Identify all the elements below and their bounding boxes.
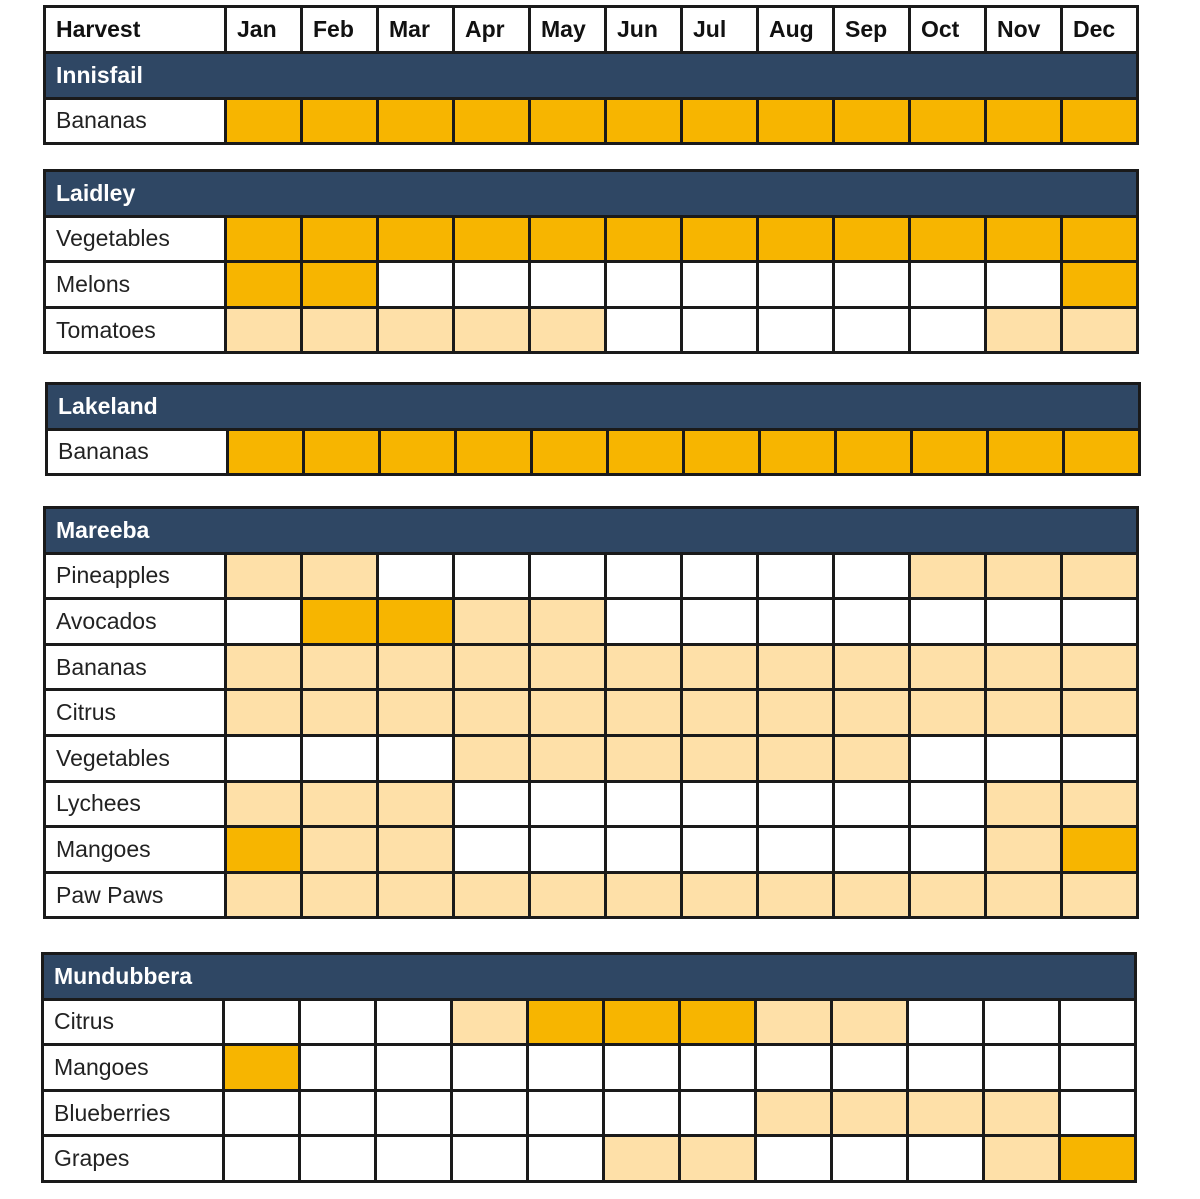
harvest-cell-jun <box>605 1092 678 1135</box>
harvest-cell-apr <box>455 737 528 780</box>
harvest-cell-may <box>531 783 604 826</box>
harvest-cell-may <box>531 691 604 734</box>
harvest-cell-may <box>531 263 604 306</box>
harvest-cell-aug <box>759 600 832 643</box>
harvest-cell-mar <box>379 218 452 261</box>
harvest-cell-may <box>531 100 604 143</box>
harvest-cell-nov <box>987 737 1060 780</box>
harvest-cell-feb <box>301 1001 374 1044</box>
harvest-cell-jan <box>227 309 300 352</box>
harvest-cell-feb <box>303 263 376 306</box>
crop-label: Mangoes <box>46 828 224 871</box>
harvest-cell-oct <box>911 600 984 643</box>
harvest-cell-dec <box>1063 737 1136 780</box>
harvest-cell-sep <box>833 1001 906 1044</box>
harvest-cell-jun <box>607 309 680 352</box>
harvest-cell-aug <box>759 218 832 261</box>
harvest-cell-may <box>531 646 604 689</box>
crop-label: Bananas <box>46 100 224 143</box>
crop-label: Vegetables <box>46 218 224 261</box>
harvest-cell-apr <box>453 1001 526 1044</box>
harvest-cell-mar <box>379 309 452 352</box>
harvest-cell-nov <box>987 828 1060 871</box>
harvest-cell-apr <box>455 263 528 306</box>
harvest-cell-mar <box>379 600 452 643</box>
harvest-cell-oct <box>911 874 984 917</box>
harvest-cell-nov <box>987 263 1060 306</box>
harvest-cell-feb <box>303 783 376 826</box>
crop-label: Tomatoes <box>46 309 224 352</box>
crop-label: Citrus <box>44 1001 222 1044</box>
harvest-cell-jun <box>607 691 680 734</box>
harvest-cell-dec <box>1063 100 1136 143</box>
harvest-cell-feb <box>303 828 376 871</box>
harvest-cell-dec <box>1063 309 1136 352</box>
harvest-cell-jan <box>227 783 300 826</box>
harvest-cell-may <box>529 1092 602 1135</box>
harvest-cell-feb <box>303 874 376 917</box>
harvest-cell-oct <box>911 691 984 734</box>
harvest-cell-feb <box>305 431 378 474</box>
harvest-cell-oct <box>911 646 984 689</box>
region-block-mundubbera <box>41 952 1137 1183</box>
harvest-cell-apr <box>455 874 528 917</box>
harvest-cell-may <box>531 555 604 598</box>
harvest-cell-aug <box>759 737 832 780</box>
harvest-cell-may <box>531 309 604 352</box>
harvest-cell-mar <box>379 737 452 780</box>
month-header-oct: Oct <box>911 8 984 51</box>
harvest-cell-nov <box>985 1046 1058 1089</box>
region-title: Lakeland <box>48 385 1138 428</box>
harvest-cell-aug <box>759 691 832 734</box>
harvest-cell-dec <box>1063 783 1136 826</box>
harvest-cell-jan <box>229 431 302 474</box>
harvest-cell-jan <box>227 874 300 917</box>
harvest-cell-apr <box>455 783 528 826</box>
harvest-cell-nov <box>987 691 1060 734</box>
crop-label: Avocados <box>46 600 224 643</box>
harvest-cell-oct <box>911 218 984 261</box>
harvest-cell-may <box>533 431 606 474</box>
region-block-lakeland <box>45 382 1141 476</box>
harvest-cell-jul <box>685 431 758 474</box>
harvest-column-header: Harvest <box>46 8 224 51</box>
harvest-cell-sep <box>835 555 908 598</box>
crop-label: Pineapples <box>46 555 224 598</box>
harvest-cell-nov <box>987 646 1060 689</box>
harvest-cell-dec <box>1063 263 1136 306</box>
harvest-cell-sep <box>833 1046 906 1089</box>
harvest-cell-nov <box>987 555 1060 598</box>
harvest-cell-may <box>531 737 604 780</box>
harvest-cell-jan <box>227 263 300 306</box>
harvest-cell-jun <box>605 1046 678 1089</box>
harvest-cell-jan <box>227 691 300 734</box>
harvest-cell-sep <box>835 218 908 261</box>
harvest-cell-mar <box>379 646 452 689</box>
harvest-cell-jul <box>683 737 756 780</box>
harvest-cell-oct <box>909 1001 982 1044</box>
harvest-cell-jun <box>607 737 680 780</box>
harvest-cell-jul <box>683 309 756 352</box>
harvest-cell-jun <box>607 600 680 643</box>
region-title: Mundubbera <box>44 955 1134 998</box>
harvest-cell-feb <box>303 691 376 734</box>
harvest-cell-jul <box>683 828 756 871</box>
harvest-cell-dec <box>1061 1092 1134 1135</box>
harvest-cell-may <box>529 1137 602 1180</box>
harvest-cell-oct <box>911 737 984 780</box>
harvest-cell-dec <box>1063 874 1136 917</box>
harvest-cell-oct <box>911 783 984 826</box>
harvest-cell-jul <box>681 1046 754 1089</box>
harvest-cell-dec <box>1063 600 1136 643</box>
harvest-cell-apr <box>457 431 530 474</box>
harvest-cell-oct <box>911 263 984 306</box>
month-header-feb: Feb <box>303 8 376 51</box>
harvest-cell-sep <box>833 1092 906 1135</box>
harvest-cell-mar <box>377 1137 450 1180</box>
harvest-cell-sep <box>833 1137 906 1180</box>
harvest-cell-jun <box>607 263 680 306</box>
harvest-cell-feb <box>303 737 376 780</box>
harvest-cell-aug <box>757 1046 830 1089</box>
harvest-cell-may <box>529 1001 602 1044</box>
harvest-cell-oct <box>911 828 984 871</box>
harvest-cell-apr <box>455 218 528 261</box>
harvest-cell-feb <box>303 309 376 352</box>
harvest-cell-dec <box>1063 218 1136 261</box>
harvest-cell-aug <box>761 431 834 474</box>
harvest-cell-mar <box>377 1001 450 1044</box>
harvest-cell-jun <box>605 1001 678 1044</box>
harvest-cell-apr <box>455 600 528 643</box>
month-header-jan: Jan <box>227 8 300 51</box>
harvest-cell-jan <box>227 600 300 643</box>
harvest-cell-mar <box>379 263 452 306</box>
region-block-innisfail <box>43 51 1139 145</box>
harvest-cell-aug <box>759 874 832 917</box>
harvest-cell-mar <box>379 828 452 871</box>
month-header-may: May <box>531 8 604 51</box>
harvest-cell-apr <box>455 100 528 143</box>
harvest-cell-dec <box>1061 1001 1134 1044</box>
harvest-cell-jan <box>227 828 300 871</box>
harvest-cell-dec <box>1061 1137 1134 1180</box>
crop-label: Paw Paws <box>46 874 224 917</box>
crop-label: Lychees <box>46 783 224 826</box>
crop-label: Vegetables <box>46 737 224 780</box>
harvest-cell-may <box>531 874 604 917</box>
harvest-cell-jun <box>605 1137 678 1180</box>
harvest-cell-jul <box>683 600 756 643</box>
harvest-cell-feb <box>303 218 376 261</box>
harvest-cell-nov <box>987 600 1060 643</box>
harvest-cell-apr <box>453 1046 526 1089</box>
harvest-cell-may <box>529 1046 602 1089</box>
month-header-dec: Dec <box>1063 8 1136 51</box>
month-header-nov: Nov <box>987 8 1060 51</box>
harvest-cell-jun <box>609 431 682 474</box>
harvest-cell-sep <box>835 737 908 780</box>
harvest-cell-dec <box>1063 691 1136 734</box>
harvest-cell-jan <box>227 100 300 143</box>
harvest-cell-jun <box>607 828 680 871</box>
harvest-cell-jun <box>607 555 680 598</box>
harvest-cell-jul <box>683 100 756 143</box>
harvest-cell-jul <box>681 1001 754 1044</box>
region-title: Innisfail <box>46 54 1136 97</box>
month-header-apr: Apr <box>455 8 528 51</box>
crop-label: Grapes <box>44 1137 222 1180</box>
harvest-cell-jan <box>225 1092 298 1135</box>
harvest-cell-oct <box>909 1046 982 1089</box>
harvest-cell-nov <box>987 874 1060 917</box>
harvest-cell-jan <box>227 218 300 261</box>
harvest-cell-nov <box>987 218 1060 261</box>
harvest-cell-sep <box>835 646 908 689</box>
crop-label: Mangoes <box>44 1046 222 1089</box>
harvest-cell-jan <box>225 1046 298 1089</box>
harvest-cell-oct <box>911 555 984 598</box>
harvest-cell-jul <box>683 263 756 306</box>
harvest-cell-sep <box>835 783 908 826</box>
harvest-cell-jul <box>683 555 756 598</box>
harvest-cell-apr <box>455 555 528 598</box>
month-header-jun: Jun <box>607 8 680 51</box>
harvest-cell-jun <box>607 100 680 143</box>
harvest-cell-oct <box>909 1137 982 1180</box>
harvest-cell-jun <box>607 783 680 826</box>
harvest-cell-apr <box>455 691 528 734</box>
harvest-cell-oct <box>909 1092 982 1135</box>
month-header-mar: Mar <box>379 8 452 51</box>
harvest-cell-mar <box>377 1046 450 1089</box>
crop-label: Citrus <box>46 691 224 734</box>
harvest-cell-jun <box>607 646 680 689</box>
harvest-cell-apr <box>453 1137 526 1180</box>
crop-label: Melons <box>46 263 224 306</box>
harvest-cell-feb <box>303 646 376 689</box>
harvest-cell-aug <box>757 1137 830 1180</box>
harvest-cell-mar <box>379 555 452 598</box>
harvest-cell-jan <box>227 555 300 598</box>
harvest-cell-nov <box>985 1137 1058 1180</box>
harvest-cell-may <box>531 600 604 643</box>
harvest-cell-aug <box>759 309 832 352</box>
harvest-cell-aug <box>759 783 832 826</box>
harvest-cell-jul <box>683 646 756 689</box>
harvest-cell-feb <box>303 600 376 643</box>
harvest-cell-apr <box>455 309 528 352</box>
harvest-cell-mar <box>377 1092 450 1135</box>
harvest-cell-nov <box>987 309 1060 352</box>
harvest-cell-jan <box>225 1137 298 1180</box>
region-block-laidley <box>43 169 1139 354</box>
harvest-cell-feb <box>301 1046 374 1089</box>
harvest-cell-jun <box>607 874 680 917</box>
harvest-cell-feb <box>301 1092 374 1135</box>
harvest-cell-jul <box>681 1137 754 1180</box>
harvest-cell-aug <box>759 100 832 143</box>
harvest-cell-sep <box>835 691 908 734</box>
harvest-cell-jan <box>225 1001 298 1044</box>
harvest-cell-oct <box>911 100 984 143</box>
harvest-cell-aug <box>759 646 832 689</box>
harvest-cell-feb <box>303 555 376 598</box>
harvest-cell-jul <box>683 218 756 261</box>
harvest-cell-aug <box>757 1092 830 1135</box>
harvest-cell-nov <box>987 100 1060 143</box>
harvest-cell-jul <box>683 783 756 826</box>
crop-label: Blueberries <box>44 1092 222 1135</box>
harvest-cell-dec <box>1065 431 1138 474</box>
harvest-cell-jan <box>227 737 300 780</box>
harvest-cell-sep <box>835 828 908 871</box>
harvest-cell-mar <box>381 431 454 474</box>
harvest-cell-nov <box>987 783 1060 826</box>
crop-label: Bananas <box>48 431 226 474</box>
harvest-cell-feb <box>301 1137 374 1180</box>
harvest-cell-sep <box>835 263 908 306</box>
harvest-cell-sep <box>835 309 908 352</box>
harvest-cell-apr <box>453 1092 526 1135</box>
harvest-cell-nov <box>989 431 1062 474</box>
harvest-cell-jul <box>681 1092 754 1135</box>
harvest-cell-aug <box>759 263 832 306</box>
harvest-cell-dec <box>1061 1046 1134 1089</box>
harvest-cell-mar <box>379 874 452 917</box>
harvest-cell-aug <box>757 1001 830 1044</box>
harvest-cell-feb <box>303 100 376 143</box>
harvest-cell-mar <box>379 783 452 826</box>
month-header-jul: Jul <box>683 8 756 51</box>
harvest-cell-may <box>531 218 604 261</box>
harvest-cell-nov <box>985 1001 1058 1044</box>
harvest-cell-apr <box>455 828 528 871</box>
harvest-cell-jul <box>683 874 756 917</box>
harvest-cell-mar <box>379 691 452 734</box>
harvest-cell-mar <box>379 100 452 143</box>
harvest-cell-sep <box>837 431 910 474</box>
harvest-cell-sep <box>835 600 908 643</box>
header-row <box>43 5 1139 54</box>
harvest-cell-may <box>531 828 604 871</box>
crop-label: Bananas <box>46 646 224 689</box>
harvest-cell-aug <box>759 555 832 598</box>
harvest-cell-dec <box>1063 555 1136 598</box>
region-title: Laidley <box>46 172 1136 215</box>
harvest-cell-sep <box>835 100 908 143</box>
harvest-cell-jan <box>227 646 300 689</box>
region-block-mareeba <box>43 506 1139 919</box>
harvest-cell-oct <box>913 431 986 474</box>
harvest-cell-jul <box>683 691 756 734</box>
harvest-cell-dec <box>1063 828 1136 871</box>
harvest-cell-sep <box>835 874 908 917</box>
month-header-aug: Aug <box>759 8 832 51</box>
month-header-sep: Sep <box>835 8 908 51</box>
harvest-cell-dec <box>1063 646 1136 689</box>
harvest-cell-aug <box>759 828 832 871</box>
harvest-cell-oct <box>911 309 984 352</box>
harvest-cell-nov <box>985 1092 1058 1135</box>
harvest-cell-apr <box>455 646 528 689</box>
harvest-cell-jun <box>607 218 680 261</box>
region-title: Mareeba <box>46 509 1136 552</box>
